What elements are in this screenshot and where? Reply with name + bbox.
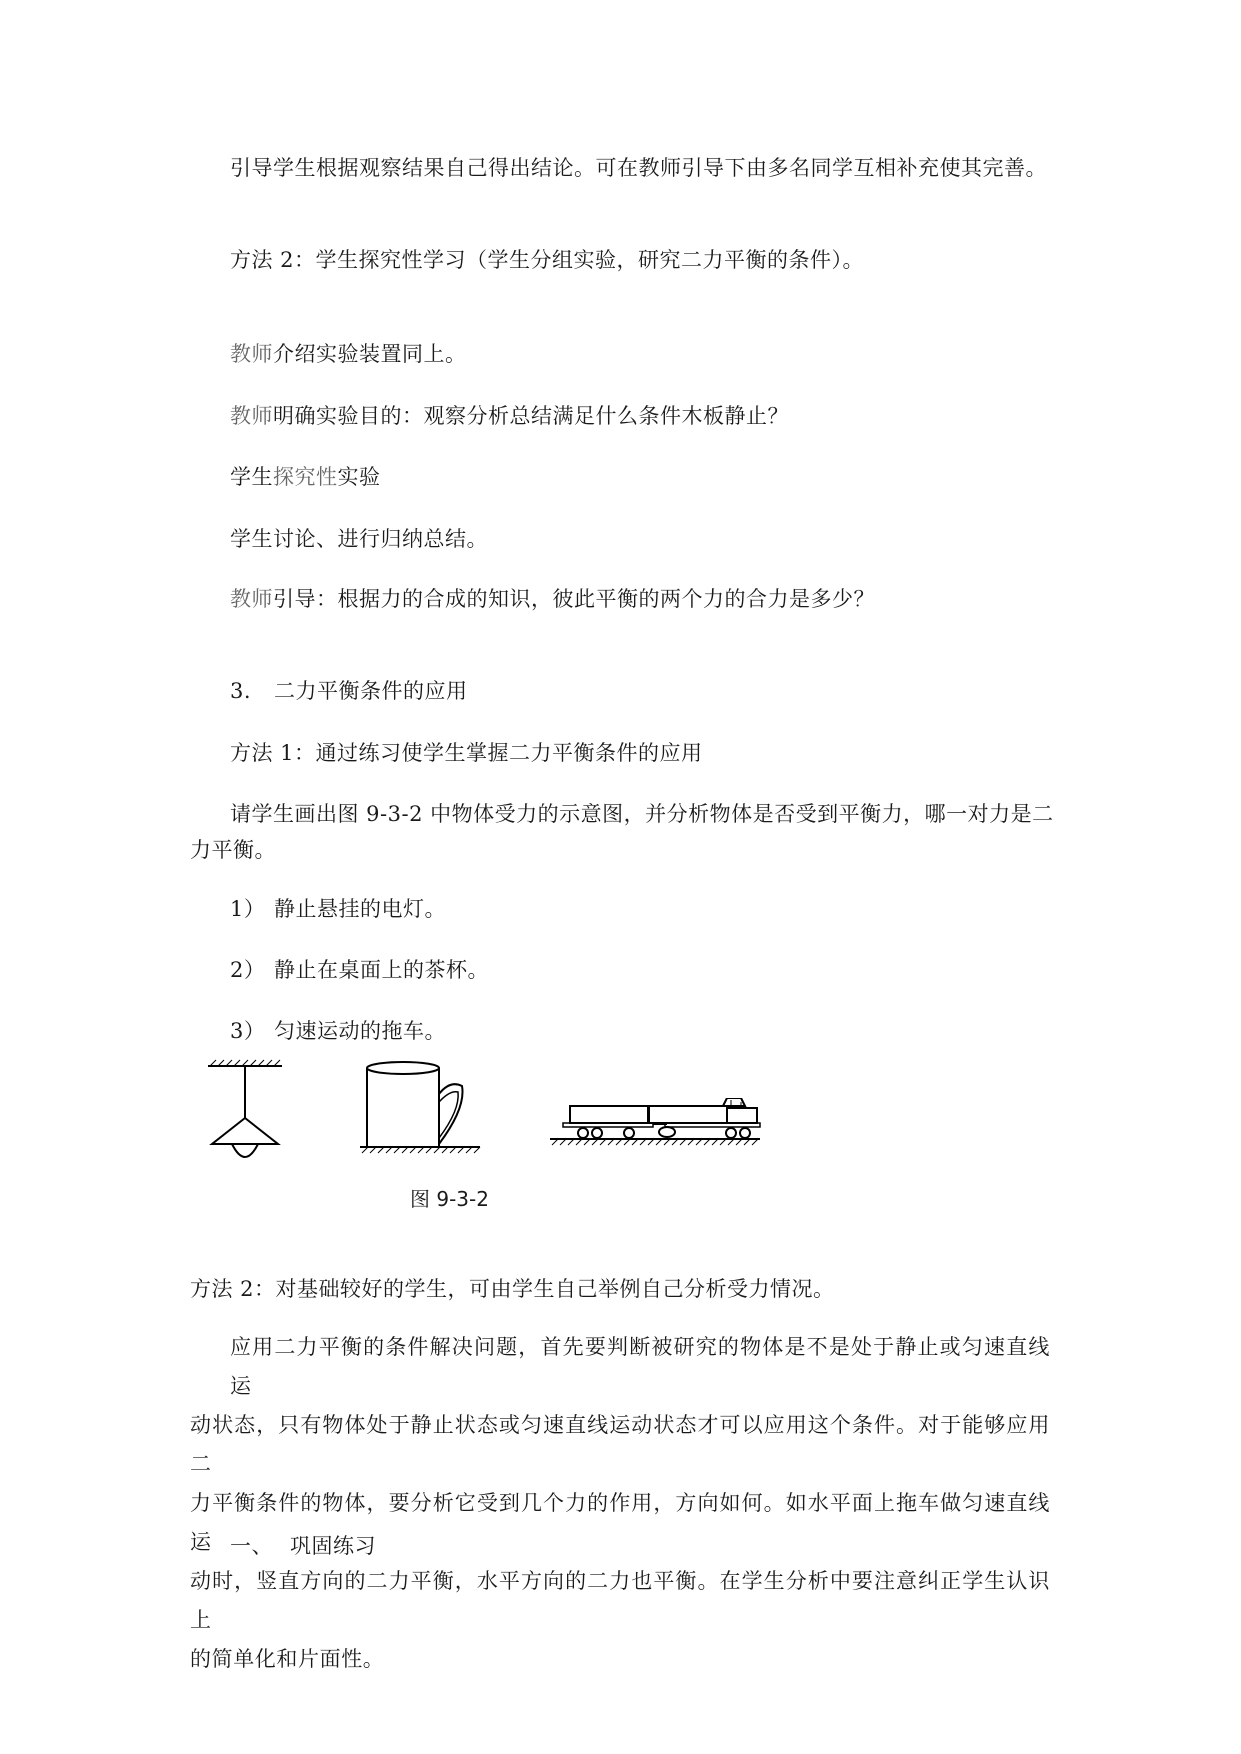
- list-item: [230, 1017, 446, 1046]
- teacher-label: 教师: [230, 404, 273, 428]
- list-item-text: 匀速运动的拖车。: [274, 1019, 446, 1043]
- paragraph-line: 力平衡条件的物体，要分析它受到几个力的作用，方向如何。如水平面上拖车做匀速直线运: [190, 1491, 1050, 1554]
- list-item-text: 静止悬挂的电灯。: [274, 897, 446, 921]
- text-line: [230, 463, 381, 492]
- section-title: 二力平衡条件的应用: [274, 679, 468, 703]
- list-item-number: 1）: [230, 897, 266, 921]
- paragraph-line: 应用二力平衡的条件解决问题，首先要判断被研究的物体是不是处于静止或匀速直线运: [230, 1335, 1050, 1398]
- section-number: 3.: [230, 679, 252, 703]
- text-span: 明确实验目的：观察分析总结满足什么条件木板静止？: [273, 404, 789, 428]
- section-title: 巩固练习: [290, 1534, 376, 1558]
- text-span: 探究性: [273, 465, 338, 489]
- paragraph-line: 动时，竖直方向的二力平衡，水平方向的二力也平衡。在学生分析中要注意纠正学生认识上: [190, 1569, 1050, 1632]
- text-line: [230, 585, 875, 614]
- list-item-text: 静止在桌面上的茶杯。: [274, 958, 489, 982]
- text-span: 实验: [337, 465, 381, 489]
- list-item-number: 3）: [230, 1019, 266, 1043]
- teacher-label: 教师: [230, 342, 273, 366]
- text-line: 引导学生根据观察结果自己得出结论。可在教师引导下由多名同学互相补充使其完善。: [230, 156, 1047, 180]
- text-span: 引导：根据力的合成的知识，彼此平衡的两个力的合力是多少？: [273, 587, 875, 611]
- paragraph-line: 的简单化和片面性。: [190, 1647, 385, 1671]
- text-line: 学生讨论、进行归纳总结。: [230, 527, 488, 551]
- list-item: [230, 956, 489, 985]
- method-2-text: 方法 2：对基础较好的学生，可由学生自己举例自己分析受力情况。: [190, 1277, 835, 1301]
- text-line: [230, 402, 789, 431]
- list-item: [230, 895, 446, 924]
- hanging-lamp-icon: [200, 1058, 290, 1174]
- method-1-heading: 方法 1：通过练习使学生掌握二力平衡条件的应用: [230, 741, 703, 765]
- prompt-line: 力平衡。: [190, 838, 276, 862]
- prompt-line: 请学生画出图 9-3-2 中物体受力的示意图，并分析物体是否受到平衡力，哪一对力是二: [230, 802, 1054, 826]
- cup-icon: [350, 1058, 490, 1158]
- list-item-number: 2）: [230, 958, 266, 982]
- paragraph: [190, 1328, 1050, 1679]
- section-one-heading: [230, 1532, 376, 1561]
- figure-caption: 图 9-3-2: [410, 1187, 489, 1211]
- section-number: 一、: [230, 1534, 273, 1558]
- teacher-label: 教师: [230, 587, 273, 611]
- section-3-heading: [230, 677, 468, 706]
- text-span: 学生: [230, 465, 273, 489]
- text-line: [230, 340, 467, 369]
- paragraph-line: 动状态，只有物体处于静止状态或匀速直线运动状态才可以应用这个条件。对于能够应用二: [190, 1413, 1050, 1476]
- text-span: 介绍实验装置同上。: [273, 342, 467, 366]
- method-2-heading: 方法 2：学生探究性学习（学生分组实验，研究二力平衡的条件）。: [230, 248, 865, 272]
- truck-trailer-icon: [545, 1098, 770, 1158]
